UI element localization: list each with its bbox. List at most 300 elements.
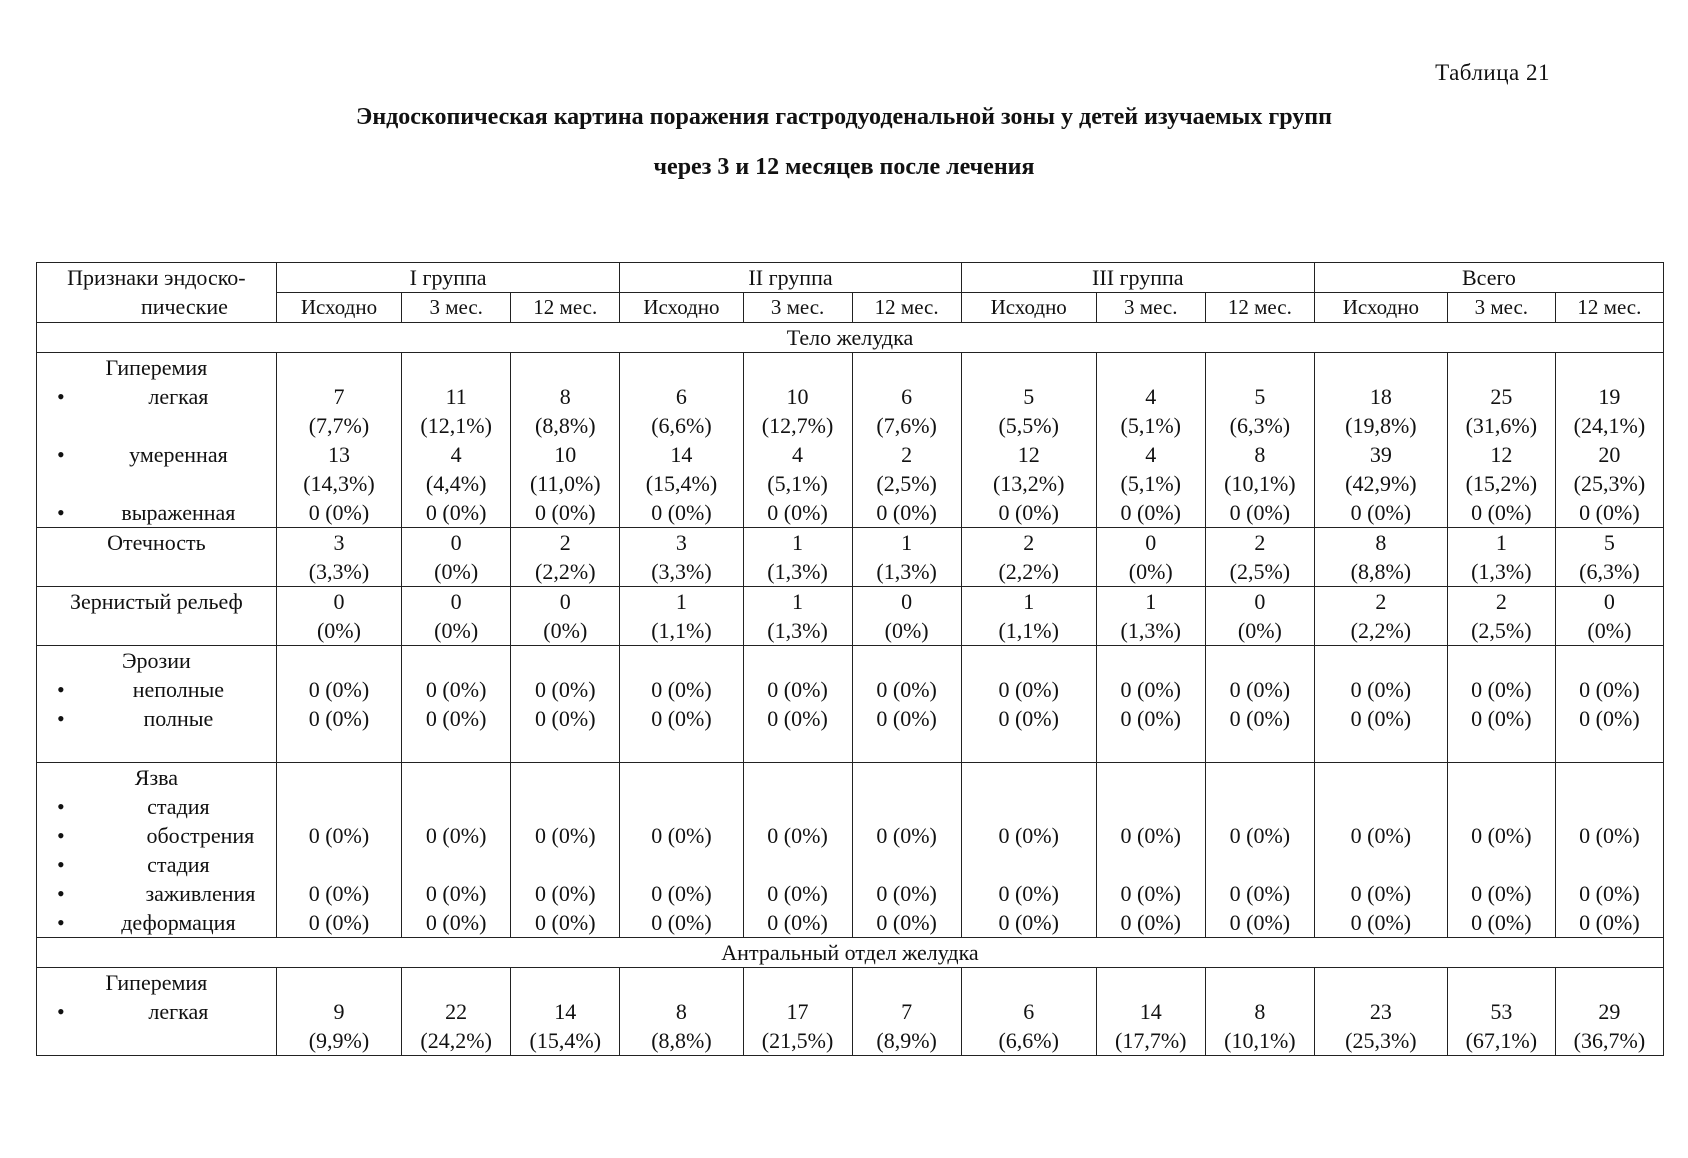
count: 1 [1023, 589, 1035, 614]
count: 3 [333, 530, 345, 555]
count-percent: 0 (0%) [651, 500, 712, 525]
percent: (1,3%) [1471, 559, 1532, 584]
percent: (1,3%) [767, 559, 828, 584]
data-cell [743, 646, 852, 763]
percent: (8,8%) [651, 1028, 712, 1053]
count: 3 [675, 530, 687, 555]
subcol-12m: 12 мес. [511, 293, 620, 323]
data-cell [1205, 763, 1314, 938]
data-cell [1447, 763, 1555, 938]
data-cell [1555, 968, 1663, 1056]
data-cell [961, 353, 1096, 528]
data-cell [402, 646, 511, 763]
count-percent: 0 (0%) [308, 881, 370, 906]
percent: (0%) [434, 559, 479, 584]
count-percent: 0 (0%) [535, 677, 596, 702]
count-percent: 0 (0%) [1471, 706, 1532, 731]
count-percent: 0 (0%) [1350, 823, 1412, 848]
count: 0 [559, 589, 571, 614]
percent: (25,3%) [1345, 1028, 1417, 1053]
count: 8 [559, 384, 571, 409]
data-cell [852, 763, 961, 938]
count: 0 [901, 589, 913, 614]
count: 12 [1017, 442, 1040, 467]
data-cell [743, 353, 852, 528]
subcol-baseline: Исходно [961, 293, 1096, 323]
count: 17 [786, 999, 809, 1024]
count-percent: 0 (0%) [425, 706, 487, 731]
data-cell [1555, 763, 1663, 938]
count-percent: 0 (0%) [535, 881, 596, 906]
percent: (10,1%) [1224, 1028, 1296, 1053]
data-cell [276, 528, 401, 587]
count: 53 [1490, 999, 1513, 1024]
data-cell [511, 646, 620, 763]
count-percent: 0 (0%) [651, 910, 712, 935]
count-percent: 0 (0%) [308, 500, 370, 525]
data-cell [1555, 587, 1663, 646]
sign-name: Гиперемия [105, 355, 208, 380]
data-cell [511, 528, 620, 587]
count-percent: 0 (0%) [1120, 706, 1181, 731]
bullet-item: • стадия [39, 850, 274, 879]
count-percent: 0 (0%) [651, 706, 712, 731]
count: 7 [901, 999, 913, 1024]
count-percent: 0 (0%) [1471, 881, 1532, 906]
group-header-3: III группа [961, 263, 1314, 293]
data-cell [1205, 968, 1314, 1056]
data-cell [276, 646, 401, 763]
bullet-item-continuation: • заживления [39, 879, 274, 908]
bullet-item: • легкая [39, 382, 274, 411]
count-percent: 0 (0%) [876, 706, 937, 731]
count-percent: 0 (0%) [767, 677, 828, 702]
percent: (6,3%) [1579, 559, 1640, 584]
data-cell [743, 587, 852, 646]
percent: (12,1%) [420, 413, 492, 438]
subcol-12m: 12 мес. [852, 293, 961, 323]
group-header-1: I группа [276, 263, 620, 293]
count-percent: 0 (0%) [425, 881, 487, 906]
data-cell [1555, 646, 1663, 763]
data-cell [1096, 528, 1205, 587]
percent: (15,4%) [645, 471, 718, 496]
endoscopy-table [36, 262, 1664, 1056]
subcol-12m: 12 мес. [1555, 293, 1663, 323]
percent: (7,7%) [308, 413, 370, 438]
data-cell [852, 646, 961, 763]
data-cell [276, 763, 401, 938]
sign-name: Зернистый рельеф [69, 589, 243, 614]
data-cell [961, 528, 1096, 587]
count-percent: 0 (0%) [998, 500, 1059, 525]
percent: (5,1%) [767, 471, 828, 496]
data-cell [402, 968, 511, 1056]
data-cell [1314, 968, 1447, 1056]
count-percent: 0 (0%) [767, 910, 828, 935]
data-cell [1314, 646, 1447, 763]
count-percent: 0 (0%) [998, 910, 1059, 935]
data-cell [1314, 763, 1447, 938]
count: 0 [1254, 589, 1266, 614]
percent: (3,3%) [308, 559, 370, 584]
count-percent: 0 (0%) [308, 706, 370, 731]
percent: (25,3%) [1573, 471, 1646, 496]
count-percent: 0 (0%) [1229, 881, 1291, 906]
count-percent: 0 (0%) [767, 823, 828, 848]
percent: (5,5%) [998, 413, 1059, 438]
percent: (2,2%) [998, 559, 1059, 584]
percent: (4,4%) [425, 471, 487, 496]
data-cell [511, 353, 620, 528]
bullet-item: • выраженная [39, 498, 274, 527]
row-hyperemia [37, 353, 1664, 528]
count: 1 [675, 589, 687, 614]
count-percent: 0 (0%) [767, 881, 828, 906]
percent: (2,2%) [1350, 618, 1412, 643]
subcol-3m: 3 мес. [402, 293, 511, 323]
data-cell [1447, 968, 1555, 1056]
percent: (0%) [316, 618, 361, 643]
count-percent: 0 (0%) [1229, 823, 1291, 848]
percent: (2,5%) [1471, 618, 1532, 643]
data-cell [1096, 763, 1205, 938]
percent: (7,6%) [876, 413, 937, 438]
count: 6 [1023, 999, 1035, 1024]
count: 4 [1145, 442, 1157, 467]
section-antrum: Антральный отдел желудка [37, 938, 1664, 968]
data-cell [1314, 353, 1447, 528]
count-percent: 0 (0%) [767, 706, 828, 731]
count-percent: 0 (0%) [1120, 500, 1181, 525]
percent: (6,6%) [651, 413, 712, 438]
count: 2 [1375, 589, 1387, 614]
data-cell [276, 968, 401, 1056]
table-title-line2: через 3 и 12 месяцев после лечения [653, 154, 1035, 180]
data-cell [620, 646, 743, 763]
data-cell [1096, 587, 1205, 646]
label-ulcer [37, 763, 277, 938]
percent: (3,3%) [651, 559, 712, 584]
data-cell [1314, 587, 1447, 646]
feature-column-header [37, 263, 277, 323]
data-cell [1205, 646, 1314, 763]
percent: (0%) [1128, 559, 1173, 584]
data-cell [1314, 528, 1447, 587]
data-cell [620, 528, 743, 587]
data-cell [1447, 646, 1555, 763]
count-percent: 0 (0%) [998, 881, 1059, 906]
row-edema [37, 528, 1664, 587]
count-percent: 0 (0%) [876, 823, 937, 848]
percent: (1,1%) [998, 618, 1059, 643]
percent: (2,2%) [535, 559, 596, 584]
count-percent: 0 (0%) [308, 823, 370, 848]
count-percent: 0 (0%) [998, 677, 1059, 702]
data-cell [1096, 968, 1205, 1056]
percent: (36,7%) [1573, 1028, 1646, 1053]
data-cell [961, 763, 1096, 938]
count: 10 [786, 384, 809, 409]
percent: (6,3%) [1229, 413, 1291, 438]
count: 8 [1254, 999, 1266, 1024]
count: 4 [792, 442, 804, 467]
data-cell [511, 587, 620, 646]
table-number: Таблица 21 [1435, 60, 1550, 85]
count: 6 [901, 384, 913, 409]
label-edema [37, 528, 277, 587]
subcol-12m: 12 мес. [1205, 293, 1314, 323]
count: 1 [901, 530, 913, 555]
percent: (6,6%) [998, 1028, 1059, 1053]
count: 1 [1145, 589, 1157, 614]
count: 5 [1254, 384, 1266, 409]
count: 2 [901, 442, 913, 467]
sign-name: Эрозии [122, 648, 191, 673]
count-percent: 0 (0%) [425, 677, 487, 702]
count: 5 [1603, 530, 1615, 555]
count: 14 [554, 999, 577, 1024]
count-percent: 0 (0%) [1350, 706, 1412, 731]
count: 7 [333, 384, 345, 409]
count-percent: 0 (0%) [1229, 706, 1291, 731]
count: 18 [1369, 384, 1392, 409]
count-percent: 0 (0%) [308, 910, 370, 935]
count: 0 [450, 589, 462, 614]
count: 10 [554, 442, 577, 467]
count-percent: 0 (0%) [1120, 823, 1181, 848]
count: 29 [1598, 999, 1621, 1024]
count: 2 [1254, 530, 1266, 555]
percent: (0%) [543, 618, 588, 643]
percent: (2,5%) [876, 471, 937, 496]
group-header-2: II группа [620, 263, 961, 293]
count: 23 [1369, 999, 1392, 1024]
count: 2 [559, 530, 571, 555]
data-cell [1205, 587, 1314, 646]
percent: (0%) [1237, 618, 1282, 643]
label-granular [37, 587, 277, 646]
count: 8 [1375, 530, 1387, 555]
count: 0 [450, 530, 462, 555]
count: 1 [792, 589, 804, 614]
data-cell [1205, 353, 1314, 528]
percent: (5,1%) [1120, 413, 1181, 438]
feature-header-line2: пические [140, 294, 228, 319]
count-percent: 0 (0%) [425, 910, 487, 935]
count: 19 [1598, 384, 1621, 409]
count-percent: 0 (0%) [876, 677, 937, 702]
data-cell [961, 587, 1096, 646]
bullet-item-continuation: • обострения [39, 821, 274, 850]
percent: (13,2%) [992, 471, 1065, 496]
count-percent: 0 (0%) [1229, 677, 1291, 702]
count-percent: 0 (0%) [1350, 881, 1412, 906]
count: 8 [1254, 442, 1266, 467]
percent: (8,8%) [535, 413, 596, 438]
count: 6 [675, 384, 687, 409]
data-cell [620, 353, 743, 528]
percent: (0%) [1587, 618, 1632, 643]
percent: (2,5%) [1229, 559, 1291, 584]
data-cell [1205, 528, 1314, 587]
sign-name: Язва [134, 765, 179, 790]
count: 5 [1023, 384, 1035, 409]
count-percent: 0 (0%) [767, 500, 828, 525]
count: 4 [1145, 384, 1157, 409]
data-cell [743, 528, 852, 587]
count-percent: 0 (0%) [1120, 910, 1181, 935]
data-cell [852, 587, 961, 646]
subcol-baseline: Исходно [620, 293, 743, 323]
count-percent: 0 (0%) [535, 706, 596, 731]
label-erosions [37, 646, 277, 763]
percent: (15,4%) [529, 1028, 602, 1053]
percent: (24,2%) [420, 1028, 492, 1053]
data-cell [1555, 528, 1663, 587]
data-cell [743, 968, 852, 1056]
percent: (5,1%) [1120, 471, 1181, 496]
bullet-item: • полные [39, 704, 274, 733]
percent: (17,7%) [1115, 1028, 1187, 1053]
count-percent: 0 (0%) [876, 881, 937, 906]
count: 4 [450, 442, 462, 467]
data-cell [276, 587, 401, 646]
table-title-line1: Эндоскопическая картина поражения гастродуоденальной зоны у детей изучаемых групп [356, 104, 1332, 130]
percent: (8,9%) [876, 1028, 937, 1053]
bullet-item: • умеренная [39, 440, 274, 469]
data-cell [620, 763, 743, 938]
count-percent: 0 (0%) [998, 823, 1059, 848]
subcol-baseline: Исходно [1314, 293, 1447, 323]
percent: (9,9%) [308, 1028, 370, 1053]
count-percent: 0 (0%) [1350, 500, 1412, 525]
percent: (11,0%) [529, 471, 601, 496]
percent: (1,3%) [876, 559, 937, 584]
data-cell [1096, 646, 1205, 763]
count-percent: 0 (0%) [425, 823, 487, 848]
count: 39 [1369, 442, 1392, 467]
count-percent: 0 (0%) [1471, 500, 1532, 525]
percent: (24,1%) [1573, 413, 1646, 438]
data-cell [276, 353, 401, 528]
percent: (0%) [434, 618, 479, 643]
count-percent: 0 (0%) [1350, 677, 1412, 702]
subcol-baseline: Исходно [276, 293, 401, 323]
count-percent: 0 (0%) [1579, 910, 1640, 935]
count-percent: 0 (0%) [651, 823, 712, 848]
count-percent: 0 (0%) [998, 706, 1059, 731]
count: 1 [1495, 530, 1507, 555]
data-cell [402, 353, 511, 528]
percent: (14,3%) [303, 471, 375, 496]
bullet-item: • легкая [39, 997, 274, 1026]
count-percent: 0 (0%) [1350, 910, 1412, 935]
count-percent: 0 (0%) [535, 823, 596, 848]
count-percent: 0 (0%) [1579, 706, 1640, 731]
data-cell [511, 968, 620, 1056]
percent: (21,5%) [761, 1028, 834, 1053]
count-percent: 0 (0%) [1579, 823, 1640, 848]
percent: (19,8%) [1345, 413, 1417, 438]
percent: (15,2%) [1465, 471, 1538, 496]
count: 22 [445, 999, 468, 1024]
data-cell [1447, 528, 1555, 587]
percent: (1,3%) [1120, 618, 1181, 643]
subcol-3m: 3 мес. [1096, 293, 1205, 323]
percent: (10,1%) [1224, 471, 1296, 496]
count-percent: 0 (0%) [535, 500, 596, 525]
data-cell [743, 763, 852, 938]
group-header-total: Всего [1314, 263, 1663, 293]
data-cell [1555, 353, 1663, 528]
data-cell [511, 763, 620, 938]
count-percent: 0 (0%) [1120, 677, 1181, 702]
count-percent: 0 (0%) [876, 910, 937, 935]
count-percent: 0 (0%) [1120, 881, 1181, 906]
count-percent: 0 (0%) [308, 677, 370, 702]
percent: (0%) [884, 618, 929, 643]
count: 13 [327, 442, 350, 467]
bullet-item: • стадия [39, 792, 274, 821]
count-percent: 0 (0%) [651, 677, 712, 702]
count: 12 [1490, 442, 1513, 467]
sign-name: Гиперемия [105, 970, 208, 995]
data-cell [852, 968, 961, 1056]
data-cell [402, 587, 511, 646]
data-cell [620, 968, 743, 1056]
data-cell [961, 968, 1096, 1056]
count: 20 [1598, 442, 1621, 467]
subcol-3m: 3 мес. [1447, 293, 1555, 323]
percent: (67,1%) [1465, 1028, 1538, 1053]
count: 9 [333, 999, 345, 1024]
sign-name: Отечность [107, 530, 206, 555]
count-percent: 0 (0%) [1471, 823, 1532, 848]
count: 2 [1023, 530, 1035, 555]
count-percent: 0 (0%) [1579, 500, 1640, 525]
data-cell [402, 528, 511, 587]
count: 8 [675, 999, 687, 1024]
count: 11 [445, 384, 467, 409]
count-percent: 0 (0%) [651, 881, 712, 906]
percent: (1,1%) [651, 618, 712, 643]
bullet-item: • деформация [39, 908, 274, 937]
row-ulcer [37, 763, 1664, 938]
count: 0 [333, 589, 345, 614]
count-percent: 0 (0%) [1229, 910, 1291, 935]
label-hyperemia [37, 353, 277, 528]
percent: (1,3%) [767, 618, 828, 643]
percent: (42,9%) [1345, 471, 1417, 496]
count-percent: 0 (0%) [1229, 500, 1291, 525]
count: 0 [1145, 530, 1157, 555]
row-granular [37, 587, 1664, 646]
count: 1 [792, 530, 804, 555]
section-stomach-body: Тело желудка [37, 323, 1664, 353]
data-cell [402, 763, 511, 938]
feature-header-line1: Признаки эндоско- [67, 265, 246, 290]
data-cell [1447, 353, 1555, 528]
count: 14 [1139, 999, 1162, 1024]
data-cell [961, 646, 1096, 763]
count: 0 [1603, 589, 1615, 614]
count: 2 [1495, 589, 1507, 614]
percent: (8,8%) [1350, 559, 1412, 584]
count-percent: 0 (0%) [425, 500, 487, 525]
percent: (31,6%) [1465, 413, 1538, 438]
count-percent: 0 (0%) [1471, 910, 1532, 935]
